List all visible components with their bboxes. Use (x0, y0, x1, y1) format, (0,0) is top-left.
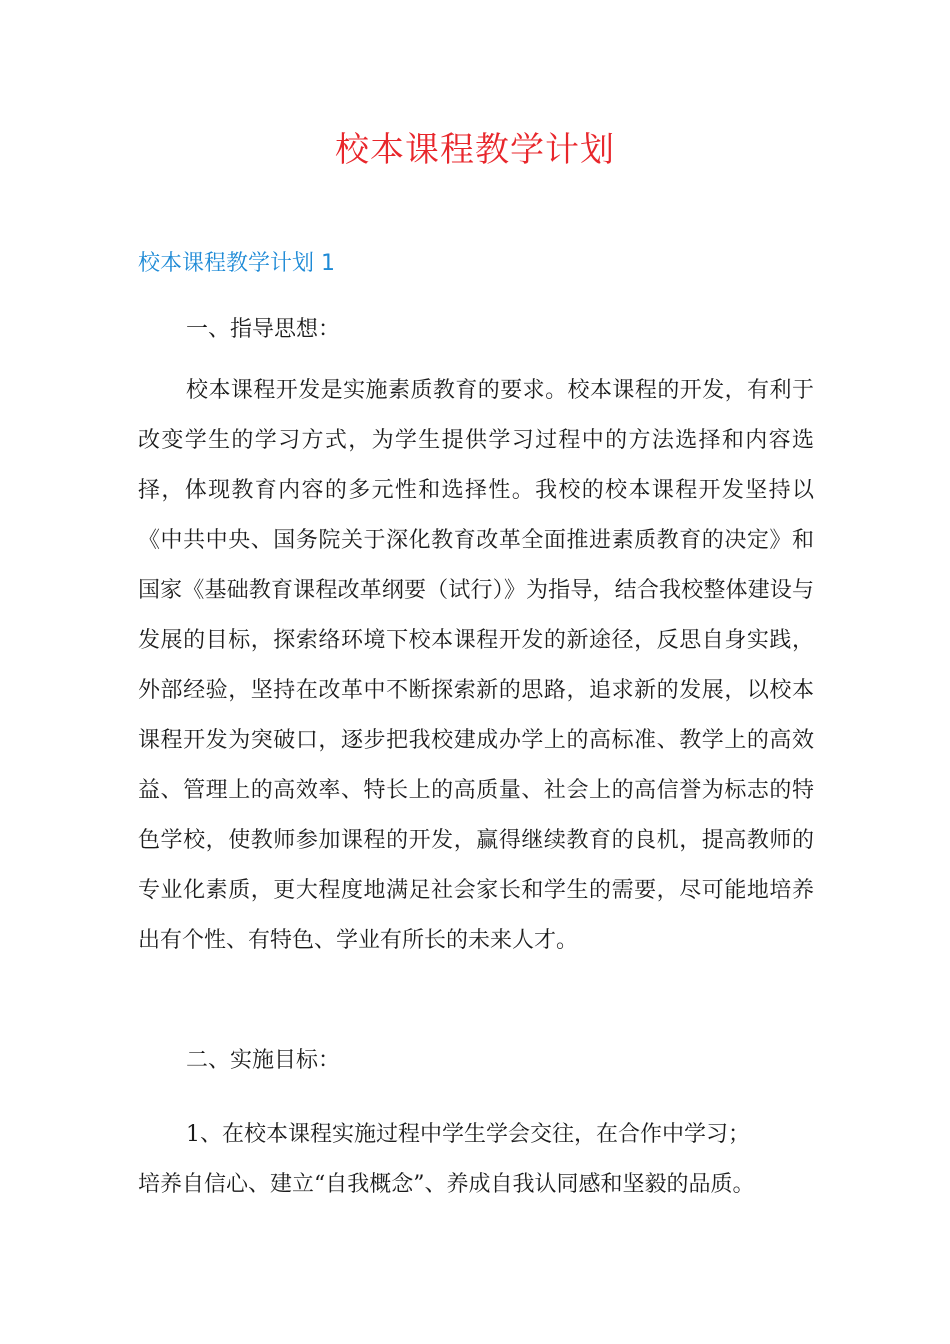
goal-item-1-line-1: 1、在校本课程实施过程中学生学会交往，在合作中学习； (186, 1122, 750, 1147)
document-title: 校本课程教学计划 (335, 130, 615, 170)
guiding-thought-heading: 一、指导思想： (186, 317, 341, 342)
implementation-goals-heading: 二、实施目标： (186, 1048, 341, 1073)
goal-item-1-line-2: 培养自信心、建立“自我概念”、养成自我认同感和坚毅的品质。 (138, 1172, 755, 1197)
goal-item-1 (138, 1110, 814, 1210)
guiding-thought-paragraph: 校本课程开发是实施素质教育的要求。校本课程的开发，有利于改变学生的学习方式，为学生提供学习过程中的方法选择和内容选择，体现教育内容的多元性和选择性。我校的校本课程开发坚持以《中共中央、国务院关于深化教育改革全面推进素质教育的决定》和国家《基础教育课程改革纲要（试行）》为指导，结合我校整体建设与发展的目标，探索络环境下校本课程开发的新途径，反思自身实践，外部经验，坚持在改革中不断探索新的思路，追求新的发展，以校本课程开发为突破口，逐步把我校建成办学上的高标准、教学上的高效益、管理上的高效率、特长上的高质量、社会上的高信誉为标志的特色学校，使教师参加课程的开发，赢得继续教育的良机，提高教师的专业化素质，更大程度地满足社会家长和学生的需要，尽可能地培养出有个性、有特色、学业有所长的未来人才。 (138, 378, 814, 953)
section-heading: 校本课程教学计划 1 (138, 251, 335, 276)
